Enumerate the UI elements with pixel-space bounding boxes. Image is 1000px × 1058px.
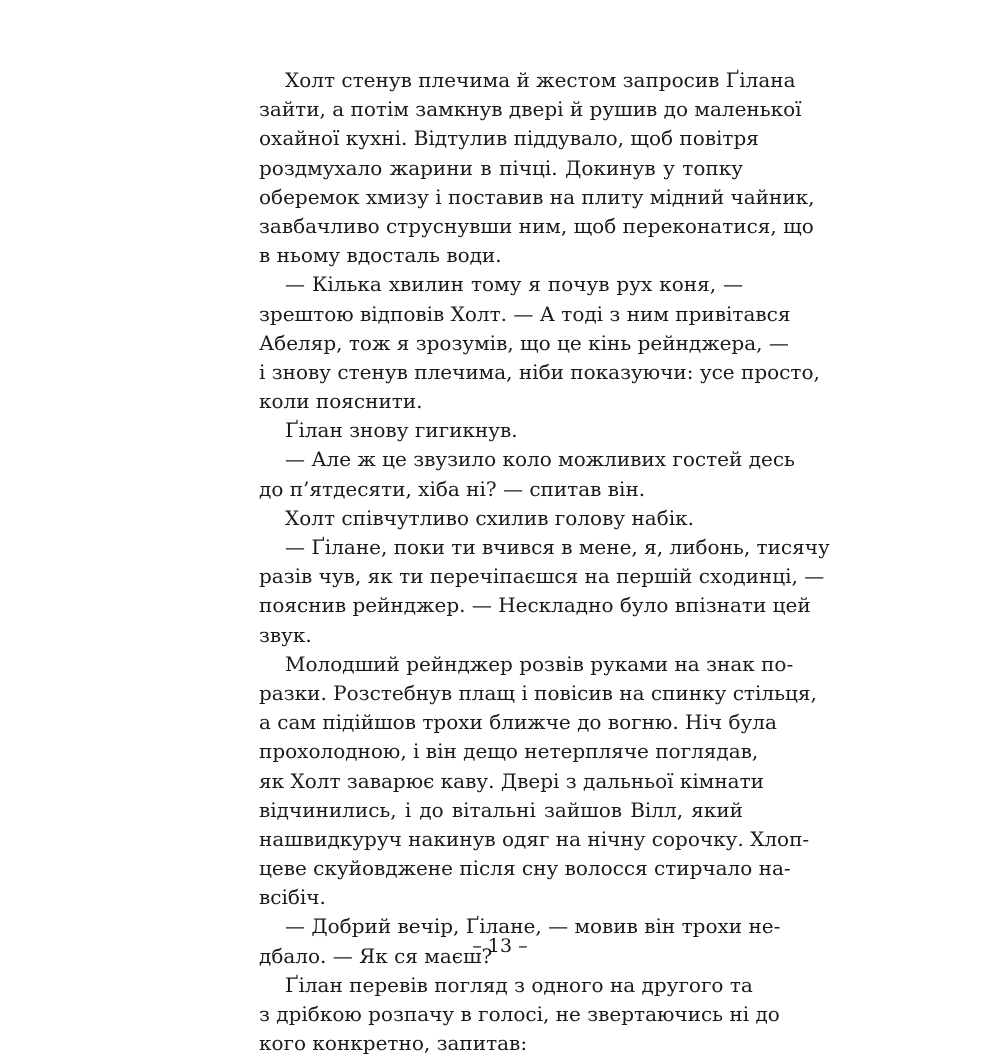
text-line: Ґілан перевів погляд з одного на другого та	[285, 972, 753, 997]
text-line: Молодший рейнджер розвів руками на знак по-	[285, 651, 794, 676]
text-line: — Але ж це звузило коло можливих гостей десь	[285, 447, 795, 472]
text-line: Холт співчутливо схилив голову набік.	[285, 505, 695, 530]
text-line: звук.	[259, 622, 312, 647]
text-line: разів чув, як ти перечіпаєшся на першій сходинці, —	[259, 564, 825, 589]
text-line: відчинились, і до вітальні зайшов Вілл, який	[259, 797, 743, 822]
text-line: Ґілан знову гигикнув.	[285, 418, 518, 443]
paragraph	[259, 504, 743, 533]
text-line: завбачливо струснувши ним, щоб переконатися, що	[259, 213, 814, 238]
text-line: цеве скуйовджене після сну волосся стирчало на-	[259, 856, 791, 881]
page-number: – 13 –	[472, 935, 528, 957]
text-line: як Холт заварює каву. Двері з дальньої кімнати	[259, 768, 764, 793]
text-line: роздмухало жарини в пічці. Докинув у топку	[259, 155, 743, 180]
text-line: і знову стенув плечима, ніби показуючи: усе просто,	[259, 359, 820, 384]
text-line: всібіч.	[259, 885, 326, 910]
paragraph	[259, 270, 820, 416]
paragraph	[259, 650, 817, 913]
text-line: коли пояснити.	[259, 389, 423, 414]
text-line: — Ґілане, поки ти вчився в мене, я, либонь, тисячу	[285, 535, 830, 559]
text-line: зрештою відповів Холт. — А тоді з ним привітався	[259, 301, 791, 326]
text-line: охайної кухні. Відтулив піддувало, щоб повітря	[259, 126, 759, 151]
text-line: нашвидкуруч накинув одяг на нічну сорочку. Хлоп-	[259, 826, 810, 851]
text-line: кого конкретно, запитав:	[259, 1031, 528, 1056]
paragraph	[259, 416, 743, 445]
text-line: прохолодною, і він дещо нетерпляче поглядав,	[259, 739, 759, 764]
paragraph	[259, 971, 780, 1058]
text-line: а сам підійшов трохи ближче до вогню. Ніч була	[259, 710, 777, 735]
text-line: Холт стенув плечима й жестом запросив Ґілана	[285, 68, 796, 92]
text-line: оберемок хмизу і поставив на плиту мідний чайник,	[259, 184, 815, 209]
text-line: Абеляр, тож я зрозумів, що це кінь рейнджера, —	[259, 330, 789, 355]
text-line: з дрібкою розпачу в голосі, не звертаючись ні до	[259, 1002, 780, 1026]
text-line: — Кілька хвилин тому я почув рух коня, —	[285, 272, 743, 297]
paragraph	[259, 445, 795, 503]
paragraph	[259, 66, 815, 270]
paragraph	[259, 533, 830, 650]
page-body-text	[259, 66, 830, 1058]
text-line: разки. Розстебнув плащ і повісив на спинку стільця,	[259, 680, 817, 705]
text-line: дбало. — Як ся маєш?	[259, 943, 493, 968]
text-line: зайти, а потім замкнув двері й рушив до маленької	[259, 97, 802, 122]
text-line: до п’ятдесяти, хіба ні? — спитав він.	[259, 476, 646, 501]
text-line: — Добрий вечір, Ґілане, — мовив він трохи не-	[285, 914, 781, 939]
text-line: в ньому вдосталь води.	[259, 243, 502, 268]
text-line: пояснив рейнджер. — Нескладно було впізнати цей	[259, 593, 811, 618]
